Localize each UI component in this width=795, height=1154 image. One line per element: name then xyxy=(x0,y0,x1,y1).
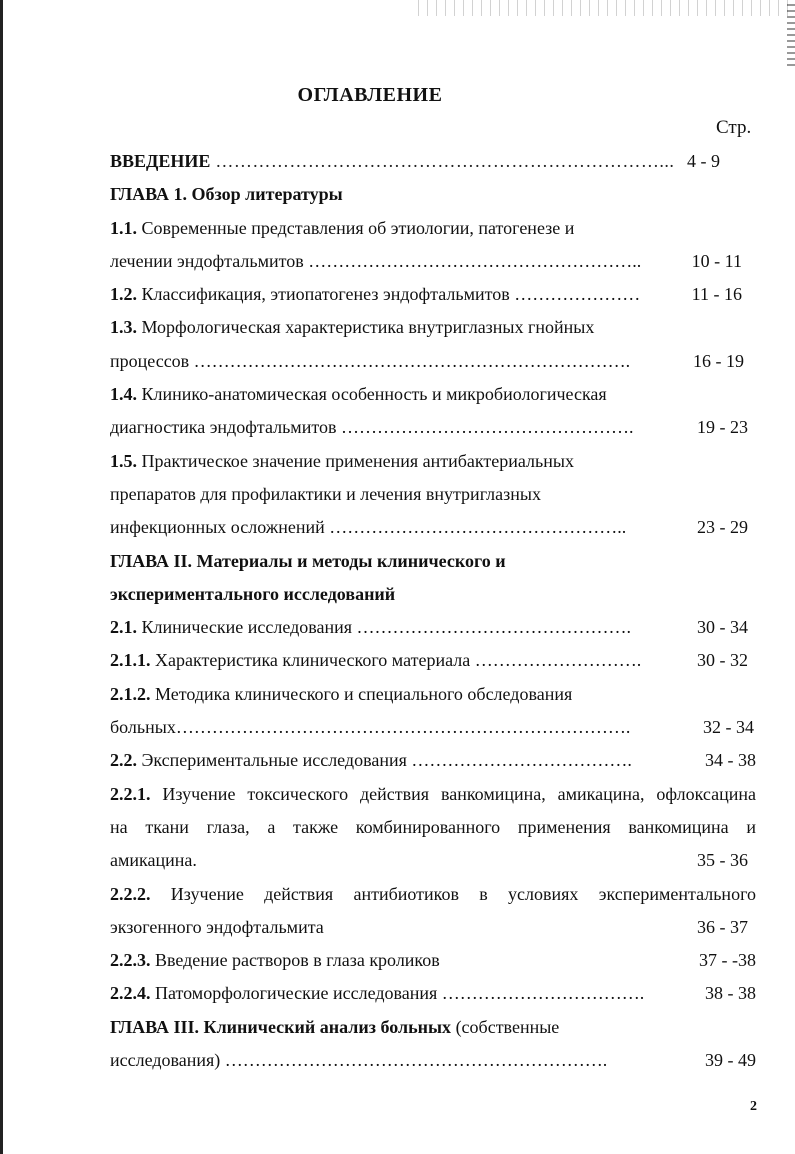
page-title: ОГЛАВЛЕНИЕ xyxy=(297,84,443,106)
toc-page-range: 35 - 36 xyxy=(697,850,748,871)
page-number: 2 xyxy=(750,1099,757,1114)
toc-chapter-label: ГЛАВА II. Материалы и методы клинического и xyxy=(110,550,506,571)
toc-entry-1-5 xyxy=(110,445,760,478)
toc-entry-1-1-cont xyxy=(110,245,760,278)
toc-section-number: 2.2. xyxy=(110,750,137,771)
toc-chapter-label: ГЛАВА 1. Обзор литературы xyxy=(110,184,343,205)
toc-section-text: Изучение токсического действия ванкомицина, амикацина, офлоксацина xyxy=(150,783,756,804)
toc-entry-1-1 xyxy=(110,212,760,245)
toc-section-number: 2.2.1. xyxy=(110,783,151,804)
toc-page-range: 38 - 38 xyxy=(705,983,756,1004)
toc-section-text: Характеристика клинического материала ………………………. xyxy=(150,650,642,671)
toc-section-number: 2.2.2. xyxy=(110,883,151,904)
toc-section-text: Методика клинического и специального обследования xyxy=(150,683,573,704)
toc-section-text: Экспериментальные исследования ………………………………. xyxy=(137,750,632,771)
toc-section-number: 1.5. xyxy=(110,450,137,471)
toc-page-range: 23 - 29 xyxy=(697,517,748,538)
toc-page-range: 19 - 23 xyxy=(697,417,748,438)
toc-page-range: 39 - 49 xyxy=(705,1050,756,1071)
toc-entry-1-5-cont2 xyxy=(110,511,760,544)
toc-section-number: 1.2. xyxy=(110,284,137,305)
table-of-contents xyxy=(110,145,760,1077)
toc-section-text: больных…………………………………………………………………. xyxy=(110,717,631,738)
toc-intro-label: ВВЕДЕНИЕ xyxy=(110,151,211,171)
toc-page-range: 36 - 37 xyxy=(697,916,748,937)
toc-entry-1-5-cont xyxy=(110,478,760,511)
toc-entry-2-2-2 xyxy=(110,878,760,911)
toc-chapter-3 xyxy=(110,1011,760,1044)
toc-entry-2-2-1-cont xyxy=(110,811,760,844)
toc-section-number: 1.3. xyxy=(110,317,137,338)
toc-page-range: 34 - 38 xyxy=(705,750,756,771)
toc-chapter-2 xyxy=(110,545,760,578)
toc-entry-1-4 xyxy=(110,378,760,411)
toc-entry-2-1 xyxy=(110,611,760,644)
toc-entry-1-4-cont xyxy=(110,411,760,444)
toc-page-range: 30 - 32 xyxy=(697,650,748,671)
toc-section-number: 2.1.1. xyxy=(110,650,151,671)
toc-entry-1-2 xyxy=(110,278,760,311)
toc-page-range: 16 - 19 xyxy=(693,350,744,371)
toc-section-text: процессов ………………………………………………………………. xyxy=(110,350,631,371)
toc-section-text: Патоморфологические исследования ……………………………. xyxy=(150,983,645,1004)
toc-section-text: Современные представления об этиологии, патогенезе и xyxy=(137,217,575,238)
toc-section-text: исследования) ………………………………………………………. xyxy=(110,1050,608,1071)
toc-chapter-1 xyxy=(110,178,760,211)
toc-entry-2-2 xyxy=(110,744,760,777)
toc-page-range: 4 - 9 xyxy=(687,151,720,171)
toc-section-number: 2.1. xyxy=(110,617,137,638)
page-column-label: Стр. xyxy=(716,117,752,138)
toc-section-text: Введение растворов в глаза кроликов xyxy=(150,950,440,971)
toc-entry-2-2-1 xyxy=(110,778,760,811)
toc-section-text: Клинические исследования ………………………………………. xyxy=(137,617,632,638)
toc-page-range: 11 - 16 xyxy=(691,284,742,305)
toc-entry-2-2-2-cont xyxy=(110,911,760,944)
toc-entry-2-1-2 xyxy=(110,678,760,711)
toc-entry-2-1-1 xyxy=(110,644,760,677)
toc-page-range: 32 - 34 xyxy=(703,717,754,738)
toc-section-number: 2.2.4. xyxy=(110,983,151,1004)
toc-section-text: экзогенного эндофтальмита xyxy=(110,916,324,937)
toc-chapter-label: экспериментального исследований xyxy=(110,583,396,604)
toc-chapter-2-cont xyxy=(110,578,760,611)
toc-section-text: (собственные xyxy=(451,1016,560,1037)
toc-section-number: 2.2.3. xyxy=(110,950,151,971)
toc-section-text: Клинико-анатомическая особенность и микробиологическая xyxy=(137,384,607,405)
toc-section-number: 2.1.2. xyxy=(110,683,151,704)
toc-entry-2-2-1-cont2 xyxy=(110,844,760,877)
toc-page-range: 37 - -38 xyxy=(699,950,756,971)
toc-section-text: Классификация, этиопатогенез эндофтальмитов ………………… xyxy=(137,284,641,305)
toc-section-text: Изучение действия антибиотиков в условиях экспериментального xyxy=(150,883,756,904)
toc-chapter-3-cont xyxy=(110,1044,760,1077)
toc-page-range: 30 - 34 xyxy=(697,617,748,638)
toc-chapter-label: ГЛАВА III. Клинический анализ больных xyxy=(110,1016,452,1037)
toc-leader-dots: ………………………………………………………………... xyxy=(210,151,675,171)
toc-page-range: 10 - 11 xyxy=(691,250,742,271)
scan-left-border xyxy=(0,0,3,1154)
scan-noise-right xyxy=(787,0,795,70)
toc-entry-1-3 xyxy=(110,311,760,344)
toc-entry-2-2-4 xyxy=(110,977,760,1010)
toc-section-text: лечении эндофтальмитов ……………………………………………….. xyxy=(110,250,642,271)
toc-entry-2-2-3 xyxy=(110,944,760,977)
toc-section-text: инфекционных осложнений ………………………………………….. xyxy=(110,517,627,538)
toc-section-text: Практическое значение применения антибактериальных xyxy=(137,450,574,471)
toc-section-text: Морфологическая характеристика внутриглазных гнойных xyxy=(137,317,595,338)
toc-section-text: на ткани глаза, а также комбинированного применения ванкомицина и xyxy=(110,816,756,837)
toc-section-text: амикацина. xyxy=(110,850,197,871)
toc-entry-1-3-cont xyxy=(110,345,760,378)
toc-section-text: препаратов для профилактики и лечения внутриглазных xyxy=(110,483,541,504)
toc-section-number: 1.1. xyxy=(110,217,137,238)
toc-entry-intro xyxy=(110,145,760,178)
toc-section-number: 1.4. xyxy=(110,384,137,405)
toc-entry-2-1-2-cont xyxy=(110,711,760,744)
toc-section-text: диагностика эндофтальмитов …………………………………………. xyxy=(110,417,634,438)
scan-noise-top xyxy=(415,0,795,16)
